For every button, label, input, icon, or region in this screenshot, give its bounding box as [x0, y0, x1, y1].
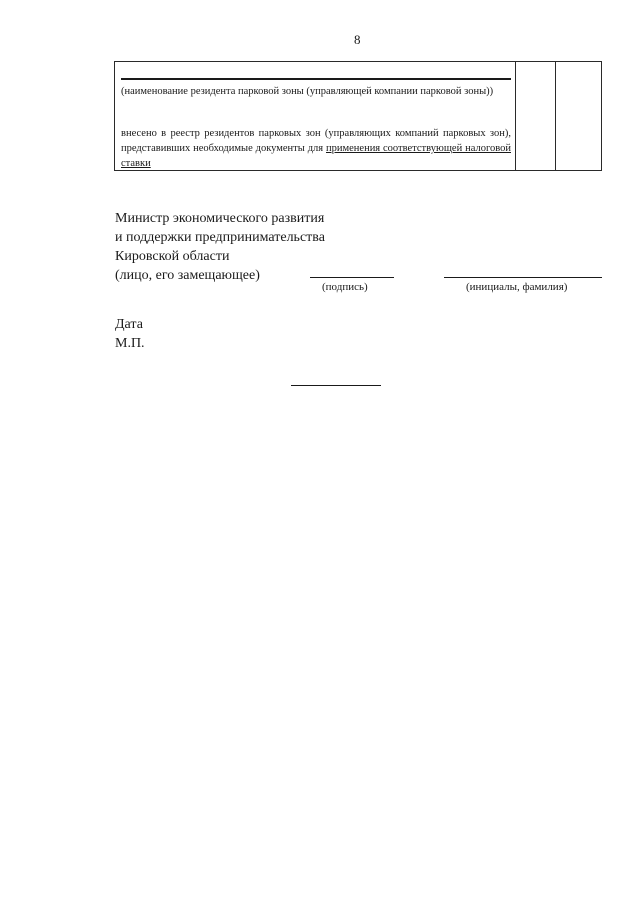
initials-caption: (инициалы, фамилия): [466, 281, 568, 293]
date-stamp-block: [115, 315, 145, 353]
signature-line: [310, 277, 394, 278]
minister-title-line: и поддержки предпринимательства: [115, 230, 325, 245]
page-number: 8: [354, 32, 361, 47]
signature-caption: (подпись): [322, 281, 368, 293]
resident-name-caption: (наименование резидента парковой зоны (управляющей компании парковой зоны)): [121, 86, 494, 97]
registry-statement-text: внесено в реестр резидентов парковых зон (управляющих компаний парковых зон), представивших необходимые документы для: [121, 128, 511, 154]
registry-statement: [121, 126, 511, 171]
minister-title-line: (лицо, его замещающее): [115, 268, 260, 283]
column-separator-1: [515, 62, 516, 170]
stamp-label: М.П.: [115, 336, 145, 351]
minister-title-line: Министр экономического развития: [115, 211, 325, 226]
initials-line: [444, 277, 602, 278]
column-separator-2: [555, 62, 556, 170]
minister-title-block: [115, 209, 325, 285]
form-table: [114, 61, 602, 171]
table-top-rule: [121, 78, 511, 80]
end-of-document-line: [291, 385, 381, 386]
registry-statement-last-line: применения соответствующей налоговой ставки: [121, 143, 511, 169]
date-label: Дата: [115, 317, 143, 332]
minister-title-line: Кировской области: [115, 249, 230, 264]
